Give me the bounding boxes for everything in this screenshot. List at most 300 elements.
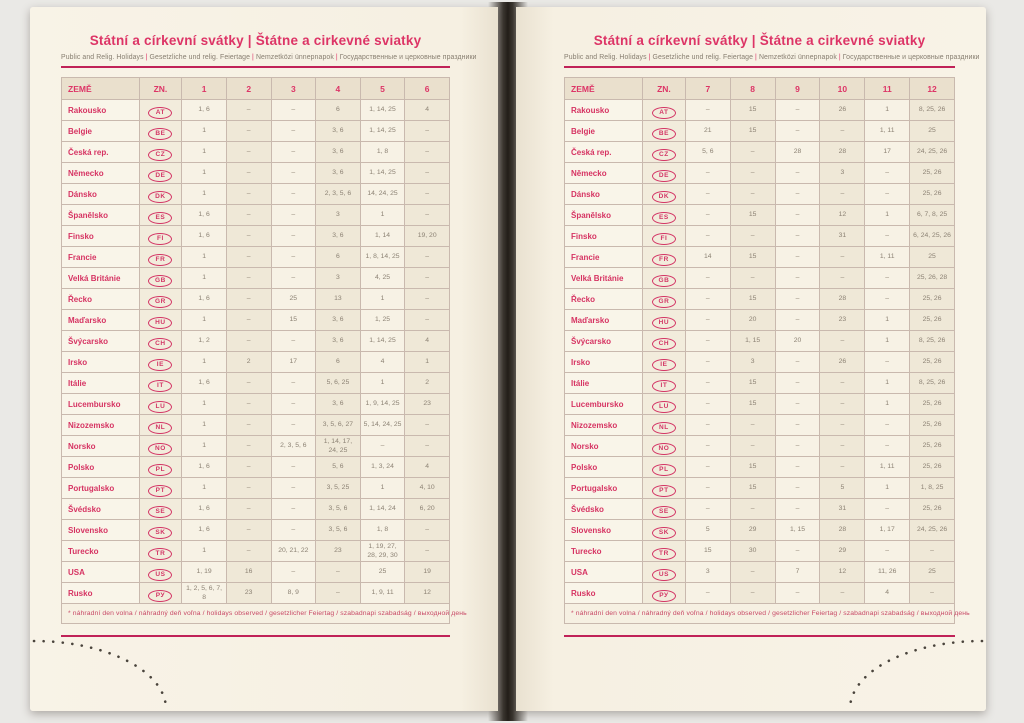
holiday-dates-cell: 21 (685, 121, 730, 142)
country-code-cell (643, 352, 686, 373)
holiday-dates-cell: 1, 15 (730, 331, 775, 352)
holiday-dates-cell: 29 (730, 520, 775, 541)
country-row (62, 373, 450, 394)
country-name-cell: Rakousko (62, 100, 140, 121)
subtitle-separator: | (335, 54, 338, 61)
holiday-dates-cell: – (685, 352, 730, 373)
holiday-dates-cell: – (865, 289, 910, 310)
holiday-dates-cell: 1 (865, 310, 910, 331)
holiday-dates-cell: – (685, 415, 730, 436)
holiday-dates-cell: – (226, 289, 271, 310)
country-name-cell: Belgie (62, 121, 140, 142)
column-header-country: ZEMĚ (565, 78, 643, 100)
holiday-dates-cell: 1 (865, 373, 910, 394)
holiday-dates-cell: 3, 5, 6, 27 (316, 415, 361, 436)
holiday-dates-cell: 1, 14, 25 (360, 163, 405, 184)
holiday-dates-cell: – (685, 268, 730, 289)
country-name-cell: Turecko (62, 541, 140, 562)
holiday-dates-cell: 1 (405, 352, 450, 373)
holiday-dates-cell: – (226, 121, 271, 142)
country-name-cell: Řecko (62, 289, 140, 310)
country-code-cell (139, 373, 182, 394)
holiday-dates-cell: 3 (820, 163, 865, 184)
holiday-dates-cell: 25, 26 (910, 457, 955, 478)
holiday-dates-cell: – (405, 310, 450, 331)
holidays-table-months-7-12 (564, 77, 970, 624)
country-code-cell (139, 352, 182, 373)
country-code-cell (643, 499, 686, 520)
country-name-cell: Španělsko (565, 205, 643, 226)
holiday-dates-cell: – (226, 373, 271, 394)
holiday-dates-cell: 25, 26 (910, 310, 955, 331)
holiday-dates-cell: 11, 26 (865, 562, 910, 583)
country-name-cell: Maďarsko (62, 310, 140, 331)
holiday-dates-cell: – (271, 121, 316, 142)
table-header-row (62, 78, 450, 100)
country-code-badge: IE (652, 359, 676, 371)
holiday-dates-cell: – (405, 289, 450, 310)
country-row (565, 415, 955, 436)
column-header-code: ZN. (139, 78, 182, 100)
holiday-dates-cell: – (685, 205, 730, 226)
country-code-badge: CZ (148, 149, 172, 161)
column-header-month: 3 (271, 78, 316, 100)
country-code-badge: DE (148, 170, 172, 182)
country-name-cell: Slovensko (62, 520, 140, 541)
column-header-month: 5 (360, 78, 405, 100)
country-code-badge: PL (652, 464, 676, 476)
country-code-cell (643, 562, 686, 583)
country-row (62, 184, 450, 205)
column-header-code: ZN. (643, 78, 686, 100)
holiday-dates-cell: 25 (910, 562, 955, 583)
country-row (62, 352, 450, 373)
holiday-dates-cell: 15 (730, 394, 775, 415)
footnote-row (565, 604, 955, 624)
holiday-dates-cell: – (820, 583, 865, 604)
country-code-badge: IE (148, 359, 172, 371)
holiday-dates-cell: 8, 25, 26 (910, 100, 955, 121)
holiday-dates-cell: – (271, 373, 316, 394)
country-code-badge: PT (148, 485, 172, 497)
holiday-dates-cell: – (775, 100, 820, 121)
holiday-dates-cell: 3, 6 (316, 394, 361, 415)
holiday-dates-cell: 1 (182, 310, 227, 331)
country-row (62, 541, 450, 562)
holiday-dates-cell: 20 (775, 331, 820, 352)
table-footnote: * náhradní den volna / náhradný deň voľna / holidays observed / gesetzlicher Feiertag / szabadnapi szabadság / выходной день (62, 604, 450, 624)
country-row (565, 457, 955, 478)
holiday-dates-cell: – (775, 310, 820, 331)
column-header-month: 11 (865, 78, 910, 100)
country-name-cell: Francie (62, 247, 140, 268)
holiday-dates-cell: 25, 26 (910, 163, 955, 184)
country-row (62, 583, 450, 604)
country-code-cell (643, 373, 686, 394)
holiday-dates-cell: – (226, 163, 271, 184)
holiday-dates-cell: – (685, 583, 730, 604)
holiday-dates-cell: – (226, 268, 271, 289)
holiday-dates-cell: 2, 3, 5, 6 (316, 184, 361, 205)
holiday-dates-cell: – (775, 226, 820, 247)
table-header-row (565, 78, 955, 100)
country-name-cell: Lucembursko (62, 394, 140, 415)
holiday-dates-cell: – (271, 163, 316, 184)
country-code-badge: DK (148, 191, 172, 203)
holiday-dates-cell: – (775, 436, 820, 457)
country-row (62, 163, 450, 184)
holiday-dates-cell: 8, 25, 26 (910, 331, 955, 352)
holiday-dates-cell: 1 (865, 100, 910, 121)
holiday-dates-cell: 15 (730, 205, 775, 226)
holiday-dates-cell: 1, 3, 24 (360, 457, 405, 478)
country-code-cell (643, 436, 686, 457)
country-row (62, 289, 450, 310)
country-code-cell (139, 562, 182, 583)
holiday-dates-cell: – (730, 268, 775, 289)
country-code-cell (139, 478, 182, 499)
holiday-dates-cell: 4 (865, 583, 910, 604)
country-code-cell (643, 310, 686, 331)
country-code-badge: GB (148, 275, 172, 287)
country-code-cell (643, 100, 686, 121)
holiday-dates-cell: 6 (316, 100, 361, 121)
holiday-dates-cell: – (685, 331, 730, 352)
holiday-dates-cell: 1, 9, 14, 25 (360, 394, 405, 415)
holiday-dates-cell: – (316, 562, 361, 583)
country-code-badge: IT (148, 380, 172, 392)
corner-dotted-arc (806, 627, 986, 711)
holiday-dates-cell: 1 (865, 394, 910, 415)
holiday-dates-cell: 15 (730, 373, 775, 394)
page-title: Státní a církevní svátky | Štátne a cirkevné sviatky (89, 33, 422, 48)
country-code-badge: DE (652, 170, 676, 182)
country-row (565, 226, 955, 247)
holiday-dates-cell: 30 (730, 541, 775, 562)
country-code-cell (139, 121, 182, 142)
holiday-dates-cell: 5 (820, 478, 865, 499)
country-name-cell: Velká Británie (565, 268, 643, 289)
country-code-badge: GB (652, 275, 676, 287)
holiday-dates-cell: – (910, 541, 955, 562)
country-row (62, 310, 450, 331)
country-name-cell: Německo (565, 163, 643, 184)
holiday-dates-cell: 1, 14, 25 (360, 331, 405, 352)
country-name-cell: Francie (565, 247, 643, 268)
holiday-dates-cell: 1 (182, 121, 227, 142)
holiday-dates-cell: 19 (405, 562, 450, 583)
country-code-cell (139, 289, 182, 310)
column-header-month: 9 (775, 78, 820, 100)
holiday-dates-cell: – (685, 394, 730, 415)
holiday-dates-cell: 6, 7, 8, 25 (910, 205, 955, 226)
holiday-dates-cell: 31 (820, 226, 865, 247)
holiday-dates-cell: 4 (405, 331, 450, 352)
country-code-cell (139, 457, 182, 478)
country-code-badge: IT (652, 380, 676, 392)
holiday-dates-cell: – (226, 100, 271, 121)
left-page-content (30, 7, 498, 637)
country-name-cell: Portugalsko (565, 478, 643, 499)
country-code-badge: GR (652, 296, 676, 308)
holiday-dates-cell: 1 (182, 268, 227, 289)
country-code-cell (139, 100, 182, 121)
country-code-cell (139, 163, 182, 184)
country-name-cell: Česká rep. (565, 142, 643, 163)
holiday-dates-cell: – (226, 205, 271, 226)
holiday-dates-cell: – (910, 583, 955, 604)
holiday-dates-cell: – (775, 205, 820, 226)
country-name-cell: Švédsko (62, 499, 140, 520)
country-row (62, 331, 450, 352)
country-name-cell: Polsko (62, 457, 140, 478)
holiday-dates-cell: – (226, 184, 271, 205)
country-name-cell: Lucembursko (565, 394, 643, 415)
country-name-cell: Itálie (565, 373, 643, 394)
holiday-dates-cell: – (820, 184, 865, 205)
column-header-month: 4 (316, 78, 361, 100)
holiday-dates-cell: 24, 25, 26 (910, 142, 955, 163)
country-code-badge: GR (148, 296, 172, 308)
holiday-dates-cell: – (775, 373, 820, 394)
holiday-dates-cell: – (685, 499, 730, 520)
country-code-cell (139, 226, 182, 247)
holiday-dates-cell: 1, 19, 27, 28, 29, 30 (360, 541, 405, 562)
country-row (565, 268, 955, 289)
country-row (565, 163, 955, 184)
country-row (565, 331, 955, 352)
holiday-dates-cell: – (865, 268, 910, 289)
subtitle-ru: Государственные и церковные праздники (339, 54, 477, 61)
holiday-dates-cell: 3 (730, 352, 775, 373)
country-name-cell: Finsko (565, 226, 643, 247)
holiday-dates-cell: 1, 6 (182, 373, 227, 394)
holiday-dates-cell: – (865, 184, 910, 205)
holiday-dates-cell: 12 (820, 205, 865, 226)
holiday-dates-cell: 25, 26, 28 (910, 268, 955, 289)
holiday-dates-cell: 1 (360, 289, 405, 310)
holiday-dates-cell: – (865, 436, 910, 457)
holiday-dates-cell: – (226, 499, 271, 520)
holiday-dates-cell: – (685, 226, 730, 247)
holiday-dates-cell: 25 (910, 247, 955, 268)
holiday-dates-cell: 1, 19 (182, 562, 227, 583)
country-code-badge: HU (652, 317, 676, 329)
holiday-dates-cell: – (226, 142, 271, 163)
holiday-dates-cell: 1 (182, 184, 227, 205)
holidays-table-months-1-6 (61, 77, 467, 624)
holiday-dates-cell: 1, 14, 24 (360, 499, 405, 520)
country-code-badge: РУ (148, 590, 172, 602)
holiday-dates-cell: 5, 6 (316, 457, 361, 478)
country-code-cell (139, 541, 182, 562)
country-name-cell: Finsko (62, 226, 140, 247)
holiday-dates-cell: 1 (865, 331, 910, 352)
holiday-dates-cell: 5, 14, 24, 25 (360, 415, 405, 436)
country-code-cell (643, 247, 686, 268)
holiday-dates-cell: – (730, 226, 775, 247)
country-name-cell: USA (565, 562, 643, 583)
country-code-badge: CH (148, 338, 172, 350)
country-code-cell (643, 331, 686, 352)
country-row (62, 499, 450, 520)
country-code-cell (139, 268, 182, 289)
holiday-dates-cell: 1 (182, 541, 227, 562)
holiday-dates-cell: 1, 14, 25 (360, 121, 405, 142)
country-code-cell (139, 394, 182, 415)
country-row (62, 436, 450, 457)
holiday-dates-cell: 25, 26 (910, 499, 955, 520)
country-name-cell: Německo (62, 163, 140, 184)
page-subtitle (61, 54, 477, 68)
holiday-dates-cell: – (271, 226, 316, 247)
country-code-badge: PT (652, 485, 676, 497)
column-header-country: ZEMĚ (62, 78, 140, 100)
holiday-dates-cell: – (730, 583, 775, 604)
holiday-dates-cell: – (775, 394, 820, 415)
holiday-dates-cell: – (685, 478, 730, 499)
country-name-cell: Portugalsko (62, 478, 140, 499)
country-code-cell (643, 415, 686, 436)
holiday-dates-cell: 6, 20 (405, 499, 450, 520)
holiday-dates-cell: 8, 9 (271, 583, 316, 604)
holiday-dates-cell: – (775, 268, 820, 289)
country-code-badge: US (652, 569, 676, 581)
country-code-cell (139, 331, 182, 352)
country-row (62, 268, 450, 289)
holiday-dates-cell: – (405, 541, 450, 562)
country-row (565, 520, 955, 541)
holiday-dates-cell: 12 (820, 562, 865, 583)
country-name-cell: USA (62, 562, 140, 583)
country-code-cell (139, 310, 182, 331)
country-code-cell (643, 289, 686, 310)
holiday-dates-cell: 29 (820, 541, 865, 562)
holiday-dates-cell: 1 (360, 205, 405, 226)
subtitle-hu: Nemzetközi ünnepnapok (255, 54, 334, 61)
holiday-dates-cell: – (775, 163, 820, 184)
country-code-cell (643, 163, 686, 184)
holiday-dates-cell: 1, 8 (360, 142, 405, 163)
country-code-cell (139, 436, 182, 457)
country-code-badge: SK (148, 527, 172, 539)
holiday-dates-cell: – (685, 184, 730, 205)
column-header-month: 8 (730, 78, 775, 100)
country-name-cell: Česká rep. (62, 142, 140, 163)
country-row (565, 478, 955, 499)
holiday-dates-cell: 3, 5, 25 (316, 478, 361, 499)
holiday-dates-cell: 14, 24, 25 (360, 184, 405, 205)
holiday-dates-cell: 28 (820, 289, 865, 310)
holiday-dates-cell: – (360, 436, 405, 457)
holiday-dates-cell: – (405, 268, 450, 289)
country-code-badge: FI (148, 233, 172, 245)
country-code-badge: US (148, 569, 172, 581)
holiday-dates-cell: 1, 6 (182, 100, 227, 121)
holiday-dates-cell: – (865, 499, 910, 520)
country-code-cell (139, 415, 182, 436)
holiday-dates-cell: – (865, 163, 910, 184)
country-name-cell: Řecko (565, 289, 643, 310)
holiday-dates-cell: 1, 14 (360, 226, 405, 247)
holiday-dates-cell: – (405, 247, 450, 268)
country-name-cell: Dánsko (62, 184, 140, 205)
page-title: Státní a církevní svátky | Štátne a cirkevné sviatky (593, 33, 926, 48)
holiday-dates-cell: 4 (405, 100, 450, 121)
country-name-cell: Rusko (62, 583, 140, 604)
country-row (565, 499, 955, 520)
country-row (565, 394, 955, 415)
country-code-badge: SK (652, 527, 676, 539)
country-row (565, 184, 955, 205)
holiday-dates-cell: – (730, 415, 775, 436)
holiday-dates-cell: 25, 26 (910, 415, 955, 436)
country-code-cell (139, 184, 182, 205)
country-code-badge: CH (652, 338, 676, 350)
holiday-dates-cell: – (775, 457, 820, 478)
holiday-dates-cell: 23 (405, 394, 450, 415)
country-row (565, 121, 955, 142)
country-code-badge: ES (148, 212, 172, 224)
holiday-dates-cell: – (271, 100, 316, 121)
holiday-dates-cell: – (405, 142, 450, 163)
country-row (565, 583, 955, 604)
holiday-dates-cell: 1, 11 (865, 121, 910, 142)
holiday-dates-cell: 1 (360, 478, 405, 499)
country-row (62, 226, 450, 247)
holiday-dates-cell: 14 (685, 247, 730, 268)
holiday-dates-cell: 3 (316, 205, 361, 226)
holiday-dates-cell: 15 (271, 310, 316, 331)
country-name-cell: Polsko (565, 457, 643, 478)
country-code-cell (643, 520, 686, 541)
subtitle-separator: | (145, 54, 148, 61)
holiday-dates-cell: – (820, 457, 865, 478)
holiday-dates-cell: 25, 26 (910, 352, 955, 373)
holiday-dates-cell: – (865, 541, 910, 562)
country-code-cell (139, 583, 182, 604)
holiday-dates-cell: – (775, 121, 820, 142)
country-row (62, 142, 450, 163)
subtitle-en: Public and Relig. Holidays (564, 54, 647, 61)
holiday-dates-cell: 6, 24, 25, 26 (910, 226, 955, 247)
holiday-dates-cell: – (865, 415, 910, 436)
holiday-dates-cell: 1, 6 (182, 205, 227, 226)
country-row (565, 247, 955, 268)
holiday-dates-cell: – (271, 205, 316, 226)
holiday-dates-cell: – (730, 562, 775, 583)
holiday-dates-cell: 1, 14, 17, 24, 25 (316, 436, 361, 457)
holiday-dates-cell: – (405, 520, 450, 541)
country-code-badge: AT (148, 107, 172, 119)
holiday-dates-cell: 1, 9, 11 (360, 583, 405, 604)
country-code-cell (643, 121, 686, 142)
holiday-dates-cell: 1 (360, 373, 405, 394)
country-code-badge: SE (652, 506, 676, 518)
holiday-dates-cell: 15 (730, 247, 775, 268)
holiday-dates-cell: 13 (316, 289, 361, 310)
country-row (62, 415, 450, 436)
country-name-cell: Belgie (565, 121, 643, 142)
holiday-dates-cell: – (820, 394, 865, 415)
country-name-cell: Nizozemsko (565, 415, 643, 436)
country-name-cell: Turecko (565, 541, 643, 562)
country-code-badge: BE (652, 128, 676, 140)
holiday-dates-cell: – (820, 247, 865, 268)
country-name-cell: Švédsko (565, 499, 643, 520)
holiday-dates-cell: 1 (182, 394, 227, 415)
holiday-dates-cell: 15 (730, 289, 775, 310)
